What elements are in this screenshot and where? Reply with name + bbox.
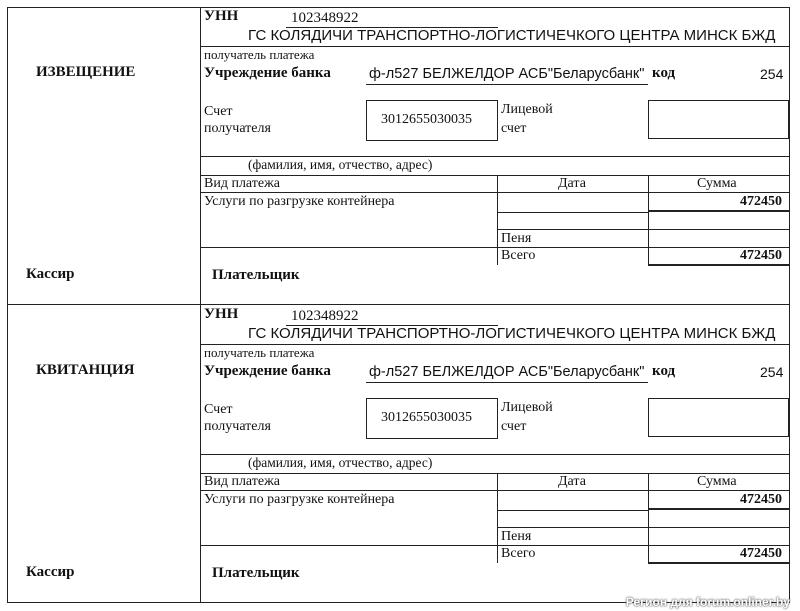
code-label: код — [652, 363, 676, 379]
date-row-line-2 — [497, 527, 789, 528]
table-col-line-1 — [497, 175, 498, 265]
col-payment-type: Вид платежа — [204, 474, 281, 489]
payment-section — [0, 0, 800, 298]
table-header-line — [201, 490, 789, 491]
account-label-2: получателя — [204, 419, 271, 434]
service-name: Услуги по разгрузке контейнера — [204, 492, 395, 507]
account-label-1: Счет — [204, 104, 233, 119]
payment-section — [0, 298, 800, 596]
account-label-2: получателя — [204, 121, 271, 136]
account-value: 3012655030035 — [381, 410, 472, 425]
bank-underline — [366, 382, 648, 383]
payer-label: Плательщик — [212, 267, 300, 283]
code-value: 254 — [760, 364, 784, 380]
penalty-label: Пеня — [501, 529, 532, 544]
col-sum: Сумма — [697, 176, 737, 191]
date-row-line-2 — [497, 229, 789, 230]
cashier-label: Кассир — [26, 266, 75, 282]
section-title: ИЗВЕЩЕНИЕ — [36, 64, 136, 80]
total-amount: 472450 — [740, 248, 782, 263]
personal-account-label-2: счет — [501, 419, 527, 434]
unn-value: 102348922 — [291, 308, 359, 324]
col-date: Дата — [558, 176, 586, 191]
recipient-name: ГС КОЛЯДИЧИ ТРАНСПОРТНО-ЛОГИСТИЧЕЧКОГО ЦЕНТРА МИНСК БЖД — [248, 325, 776, 342]
unn-label: УНН — [204, 8, 239, 24]
bank-value: ф-л527 БЕЛЖЕЛДОР АСБ"Беларусбанк" — [369, 364, 645, 380]
total-amount: 472450 — [740, 546, 782, 561]
service-bottom-line — [201, 247, 497, 248]
section-title: КВИТАНЦИЯ — [36, 362, 135, 378]
bank-underline — [366, 84, 648, 85]
cashier-label: Кассир — [26, 564, 75, 580]
table-col-line-2 — [648, 473, 649, 563]
payer-label: Плательщик — [212, 565, 300, 581]
sum-row-1-line — [648, 508, 789, 510]
bank-value: ф-л527 БЕЛЖЕЛДОР АСБ"Беларусбанк" — [369, 66, 645, 82]
total-bottom-line — [648, 264, 789, 266]
date-row-line-1 — [497, 510, 648, 511]
personal-account-label-2: счет — [501, 121, 527, 136]
col-date: Дата — [558, 474, 586, 489]
bank-label: Учреждение банка — [204, 65, 331, 81]
penalty-label: Пеня — [501, 231, 532, 246]
date-row-line-1 — [497, 212, 648, 213]
total-label: Всего — [501, 248, 536, 263]
personal-account-label-1: Лицевой — [501, 102, 553, 117]
personal-account-box — [648, 398, 789, 437]
sum-row-1-line — [648, 210, 789, 212]
service-bottom-line — [201, 545, 497, 546]
total-label: Всего — [501, 546, 536, 561]
recipient-caption: получатель платежа — [204, 47, 315, 62]
service-amount: 472450 — [740, 194, 782, 209]
table-col-line-1 — [497, 473, 498, 563]
total-bottom-line — [648, 562, 789, 564]
unn-value: 102348922 — [291, 10, 359, 26]
bank-label: Учреждение банка — [204, 363, 331, 379]
recipient-name: ГС КОЛЯДИЧИ ТРАНСПОРТНО-ЛОГИСТИЧЕЧКОГО ЦЕНТРА МИНСК БЖД — [248, 27, 776, 44]
account-value: 3012655030035 — [381, 112, 472, 127]
payer-caption: (фамилия, имя, отчество, адрес) — [248, 157, 433, 172]
unn-label: УНН — [204, 306, 239, 322]
table-col-line-2 — [648, 175, 649, 265]
col-payment-type: Вид платежа — [204, 176, 281, 191]
personal-account-box — [648, 100, 789, 139]
personal-account-label-1: Лицевой — [501, 400, 553, 415]
col-sum: Сумма — [697, 474, 737, 489]
payer-caption: (фамилия, имя, отчество, адрес) — [248, 455, 433, 470]
table-header-line — [201, 192, 789, 193]
service-name: Услуги по разгрузке контейнера — [204, 194, 395, 209]
code-value: 254 — [760, 66, 784, 82]
watermark: Регион для forum.onliner.by — [625, 595, 790, 609]
recipient-caption: получатель платежа — [204, 345, 315, 360]
table-right-line — [789, 473, 790, 563]
code-label: код — [652, 65, 676, 81]
table-right-line — [789, 175, 790, 265]
service-amount: 472450 — [740, 492, 782, 507]
account-label-1: Счет — [204, 402, 233, 417]
